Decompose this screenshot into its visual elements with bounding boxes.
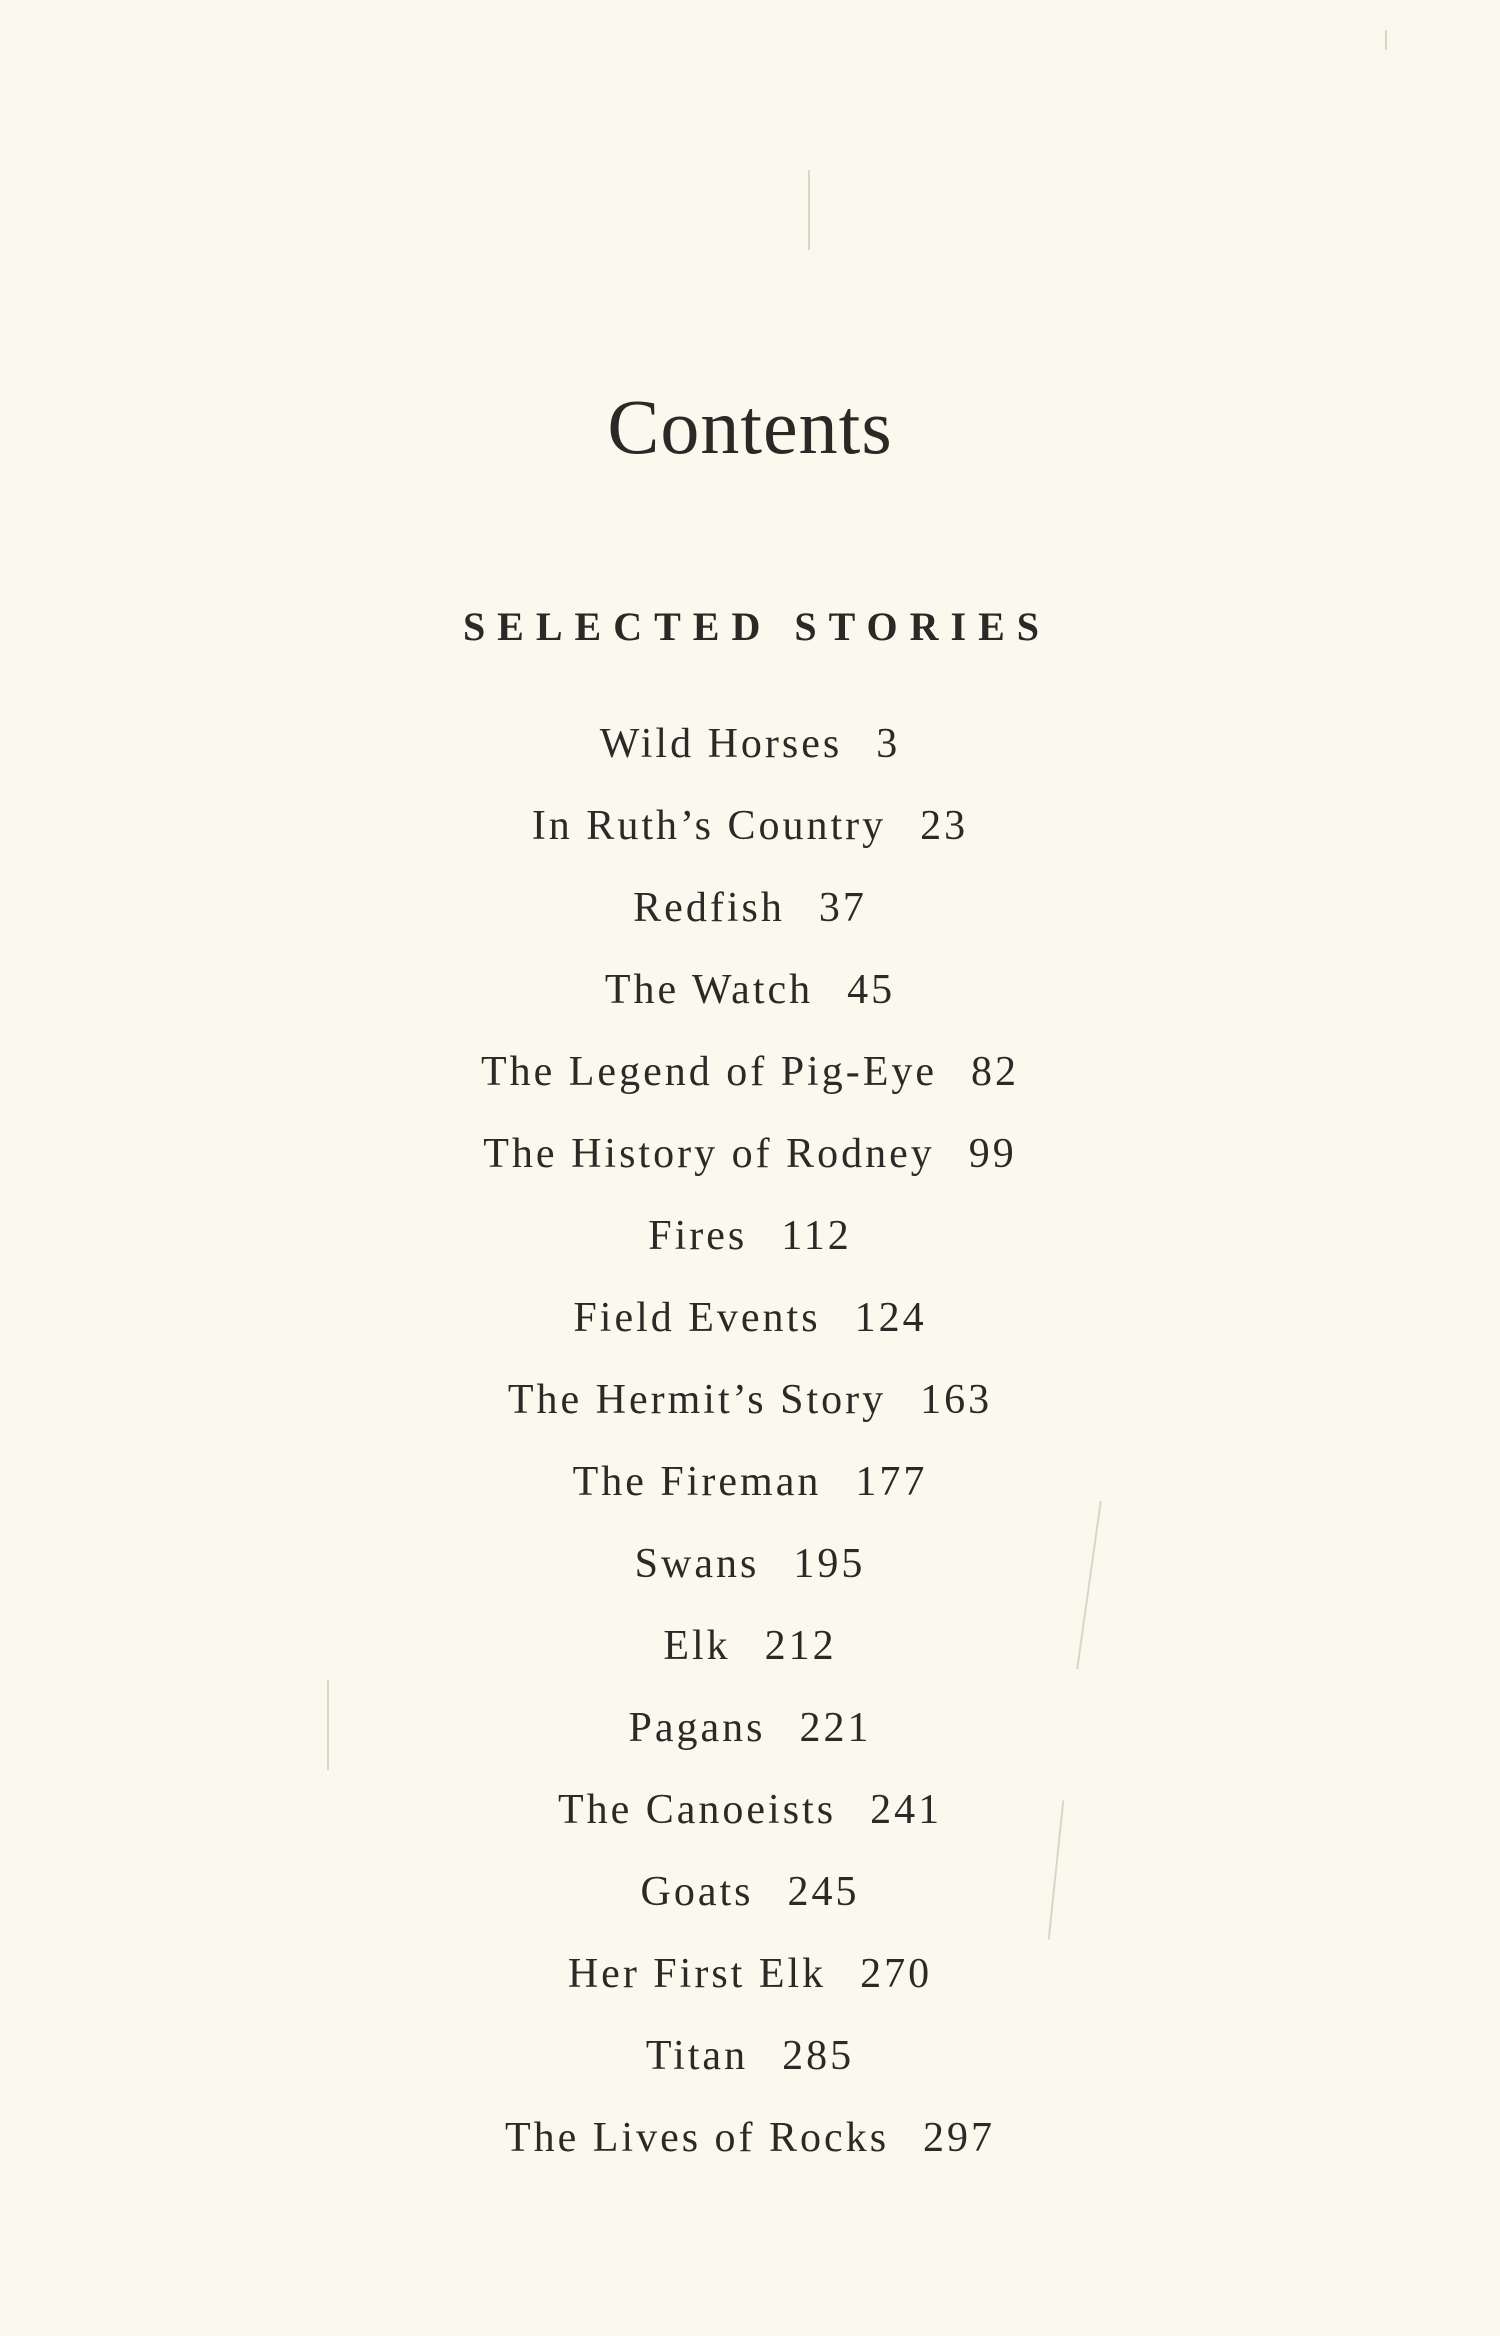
entry-title: Swans (634, 1541, 760, 1587)
entry-title: The Lives of Rocks (504, 2115, 890, 2161)
entry-title: Fires (648, 1213, 748, 1259)
entry-title: Goats (640, 1869, 754, 1915)
entry-page-number: 124 (854, 1295, 927, 1341)
toc-entry[interactable] (0, 2109, 1500, 2191)
entry-title: Redfish (633, 885, 785, 931)
entry-title: The Legend of Pig-Eye (480, 1049, 938, 1095)
toc-entry[interactable] (0, 1453, 1500, 1535)
entry-page-number: 285 (782, 2033, 855, 2079)
table-of-contents (0, 715, 1500, 2191)
toc-entry[interactable] (0, 1371, 1500, 1453)
entry-page-number: 195 (793, 1541, 866, 1587)
entry-page-number: 37 (818, 885, 867, 931)
toc-entry[interactable] (0, 1699, 1500, 1781)
toc-entry[interactable] (0, 2027, 1500, 2109)
toc-entry[interactable] (0, 1535, 1500, 1617)
entry-title: Titan (645, 2033, 749, 2079)
toc-entry[interactable] (0, 961, 1500, 1043)
scan-mark (1385, 30, 1387, 50)
entry-title: The Fireman (572, 1459, 822, 1505)
toc-entry[interactable] (0, 879, 1500, 961)
toc-entry[interactable] (0, 1781, 1500, 1863)
entry-title: The Hermit’s Story (507, 1377, 887, 1423)
entry-title: Field Events (573, 1295, 821, 1341)
entry-page-number: 177 (855, 1459, 928, 1505)
entry-page-number: 82 (971, 1049, 1020, 1095)
entry-page-number: 212 (764, 1623, 837, 1669)
toc-entry[interactable] (0, 797, 1500, 879)
entry-page-number: 270 (860, 1951, 933, 1997)
entry-page-number: 45 (847, 967, 896, 1013)
entry-title: Elk (663, 1623, 731, 1669)
entry-title: The Watch (604, 967, 814, 1013)
toc-entry[interactable] (0, 1863, 1500, 1945)
section-heading: SELECTED STORIES (462, 604, 1052, 649)
entry-page-number: 112 (781, 1213, 852, 1259)
toc-entry[interactable] (0, 1043, 1500, 1125)
entry-page-number: 241 (870, 1787, 943, 1833)
entry-page-number: 245 (787, 1869, 860, 1915)
entry-title: Her First Elk (567, 1951, 827, 1997)
entry-page-number: 221 (799, 1705, 872, 1751)
entry-page-number: 23 (920, 803, 969, 849)
toc-entry[interactable] (0, 715, 1500, 797)
entry-page-number: 163 (920, 1377, 993, 1423)
scan-mark (808, 170, 810, 250)
toc-entry[interactable] (0, 1207, 1500, 1289)
entry-page-number: 297 (923, 2115, 996, 2161)
toc-entry[interactable] (0, 1125, 1500, 1207)
toc-entry[interactable] (0, 1289, 1500, 1371)
entry-title: Wild Horses (599, 721, 843, 767)
toc-entry[interactable] (0, 1617, 1500, 1699)
toc-entry[interactable] (0, 1945, 1500, 2027)
entry-title: The Canoeists (557, 1787, 837, 1833)
entry-page-number: 3 (876, 721, 901, 767)
entry-title: The History of Rodney (483, 1131, 935, 1177)
entry-title: Pagans (628, 1705, 766, 1751)
entry-page-number: 99 (968, 1131, 1017, 1177)
page-title: Contents (607, 383, 893, 470)
entry-title: In Ruth’s Country (531, 803, 887, 849)
